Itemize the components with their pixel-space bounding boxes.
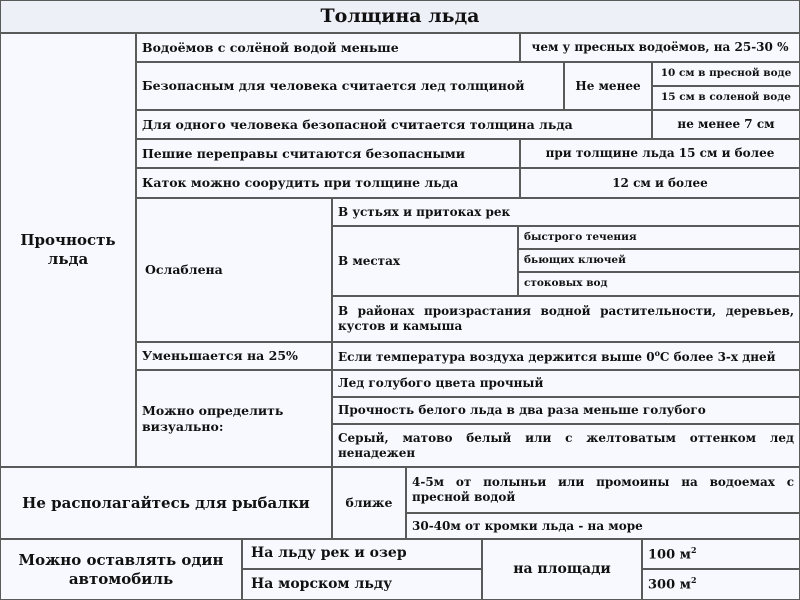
visual-label: Можно определить визуально: bbox=[136, 370, 332, 467]
ice-strength-label: Прочность льда bbox=[0, 33, 136, 467]
rink-label: Каток можно соорудить при толщине льда bbox=[136, 168, 520, 198]
one-person-value: не менее 7 см bbox=[652, 110, 800, 139]
car-area-sea: 300 $м^2$ bbox=[642, 569, 800, 600]
weakened-label: Ослаблена bbox=[136, 198, 332, 342]
one-person-label: Для одного человека безопасной считается толщина льда bbox=[136, 110, 652, 139]
reduced-label: Уменьшается на 25% bbox=[136, 342, 332, 370]
places-label: В местах bbox=[332, 226, 518, 296]
rink-value: 12 см и более bbox=[520, 168, 800, 198]
visual-item: Прочность белого льда в два раза меньше голубого bbox=[332, 397, 800, 424]
salt-water-label: Водоёмов с солёной водой меньше bbox=[136, 33, 520, 62]
fishing-label: Не располагайтесь для рыбалки bbox=[0, 467, 332, 539]
car-rivers: На льду рек и озер bbox=[242, 539, 482, 569]
vegetation-item: В районах произрастания водной растительности, деревьев, кустов и камыша bbox=[332, 296, 800, 342]
safe-person-label: Безопасным для человека считается лед толщиной bbox=[136, 62, 564, 110]
salt-water-thickness: 15 см в соленой воде bbox=[652, 86, 800, 110]
fresh-water-thickness: 10 см в пресной воде bbox=[652, 62, 800, 86]
visual-item: Лед голубого цвета прочный bbox=[332, 370, 800, 397]
safe-person-qualifier: Не менее bbox=[564, 62, 652, 110]
temperature-condition: Если температура воздуха держится выше 0$^o$С более 3-х дней bbox=[332, 342, 800, 370]
salt-water-value: чем у пресных водоёмов, на 25-30 % bbox=[520, 33, 800, 62]
car-area-label: на площади bbox=[482, 539, 642, 600]
estuaries-item: В устьях и притоках рек bbox=[332, 198, 800, 226]
crossings-label: Пешие переправы считаются безопасными bbox=[136, 139, 520, 168]
car-sea: На морском льду bbox=[242, 569, 482, 600]
car-label: Можно оставлять один автомобиль bbox=[0, 539, 242, 600]
visual-item: Серый, матово белый или с желтоватым оттенком лед ненадежен bbox=[332, 424, 800, 467]
places-item: быстрого течения bbox=[518, 226, 800, 249]
places-item: бьющих ключей bbox=[518, 249, 800, 272]
fishing-closer: ближе bbox=[332, 467, 406, 539]
car-area-rivers: 100 $м^2$ bbox=[642, 539, 800, 569]
page-title: Толщина льда bbox=[0, 0, 800, 33]
fishing-fresh-distance: 4-5м от полыньи или промоины на водоемах с пресной водой bbox=[406, 467, 800, 513]
fishing-sea-distance: 30-40м от кромки льда - на море bbox=[406, 513, 800, 539]
places-item: стоковых вод bbox=[518, 272, 800, 296]
crossings-value: при толщине льда 15 см и более bbox=[520, 139, 800, 168]
